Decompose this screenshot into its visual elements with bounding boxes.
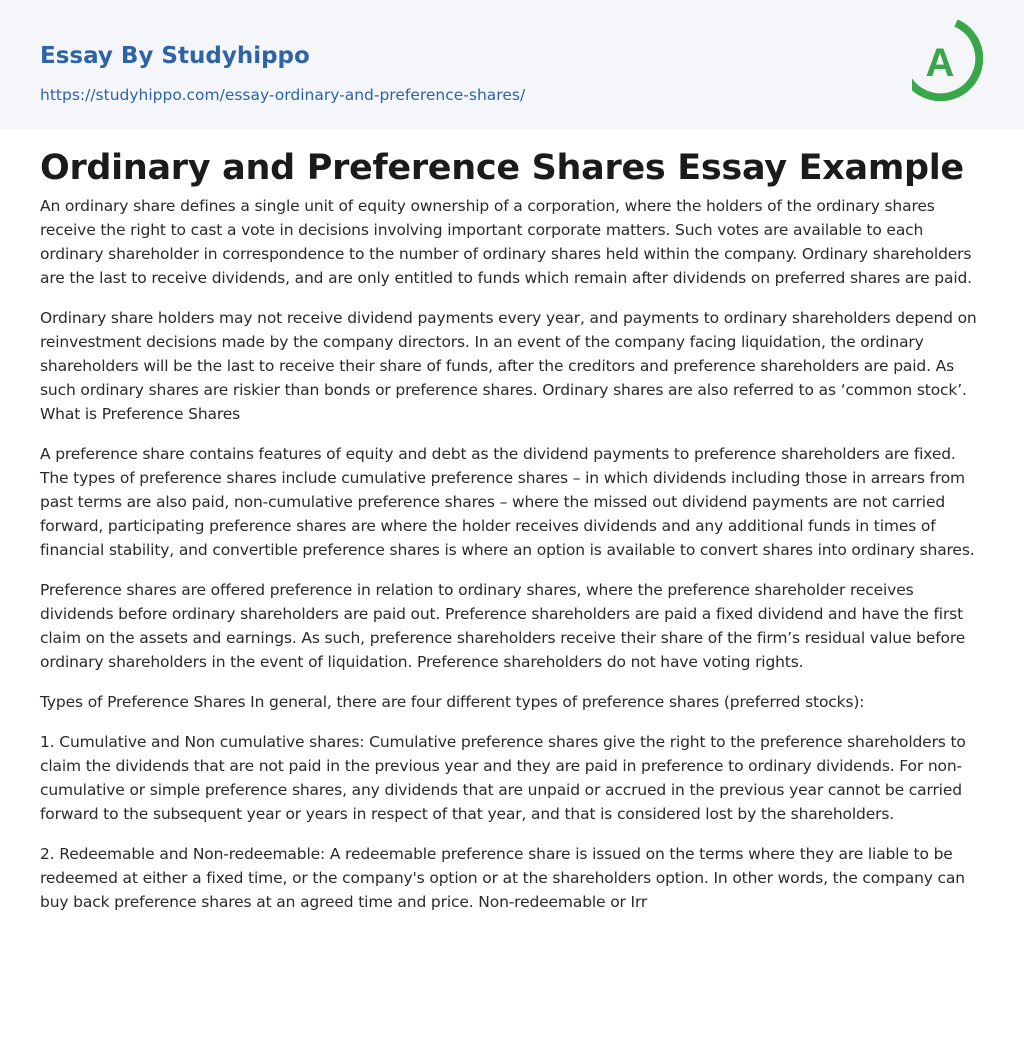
essay-paragraph: Ordinary share holders may not receive dividend payments every year, and payments to ordinary shareholders depend on reinvestment decisions made by the company directors. In an event of the company facing liquidation, the ordinary shareholders will be the last to receive their share of funds, after the creditors and preference shareholders are paid. As such ordinary shares are riskier than bonds or preference shares. Ordinary shares are also referred to as ‘common stock’. What is Preference Shares — [40, 309, 977, 423]
essay-paragraph: 1. Cumulative and Non cumulative shares: Cumulative preference shares give the right to the preference shareholders to claim the dividends that are not paid in the previous year and they are paid in preference to ordinary dividends. For non-cumulative or simple preference shares, any dividends that are unpaid or accrued in the previous year cannot be carried forward to the subsequent year or years in respect of that year, and that is considered lost by the shareholders. — [40, 733, 966, 823]
page-title: Ordinary and Preference Shares Essay Example — [40, 148, 964, 188]
essay-body — [40, 194, 988, 930]
essay-paragraph: 2. Redeemable and Non-redeemable: A redeemable preference share is issued on the terms where they are liable to be redeemed at either a fixed time, or the company's option or at the shareholders option. In other words, the company can buy back preference shares at an agreed time and price. Non-redeemable or Irr — [40, 845, 965, 911]
site-title[interactable]: Essay By Studyhippo — [40, 43, 310, 69]
essay-url-link[interactable]: https://studyhippo.com/essay-ordinary-and-preference-shares/ — [40, 86, 526, 104]
essay-paragraph: A preference share contains features of equity and debt as the dividend payments to preference shareholders are fixed. The types of preference shares include cumulative preference shares – in which dividends including those in arrears from past terms are also paid, non-cumulative preference shares – where the missed out dividend payments are not carried forward, participating preference shares are where the holder receives dividends and any additional funds in times of financial stability, and convertible preference shares is where an option is available to convert shares into ordinary shares. — [40, 445, 975, 559]
essay-paragraph: An ordinary share defines a single unit of equity ownership of a corporation, where the holders of the ordinary shares receive the right to cast a vote in decisions involving important corporate matters. Such votes are available to each ordinary shareholder in correspondence to the number of ordinary shares held within the company. Ordinary shareholders are the last to receive dividends, and are only entitled to funds which remain after dividends on preferred shares are paid. — [40, 197, 972, 287]
logo-letter: A — [925, 41, 955, 85]
essay-paragraph: Types of Preference Shares In general, there are four different types of preference shares (preferred stocks): — [40, 693, 865, 711]
essay-paragraph: Preference shares are offered preference in relation to ordinary shares, where the preference shareholder receives dividends before ordinary shareholders are paid out. Preference shareholders are paid a fixed dividend and have the first claim on the assets and earnings. As such, preference shareholders receive their share of the firm’s residual value before ordinary shareholders in the event of liquidation. Preference shareholders do not have voting rights. — [40, 581, 966, 671]
